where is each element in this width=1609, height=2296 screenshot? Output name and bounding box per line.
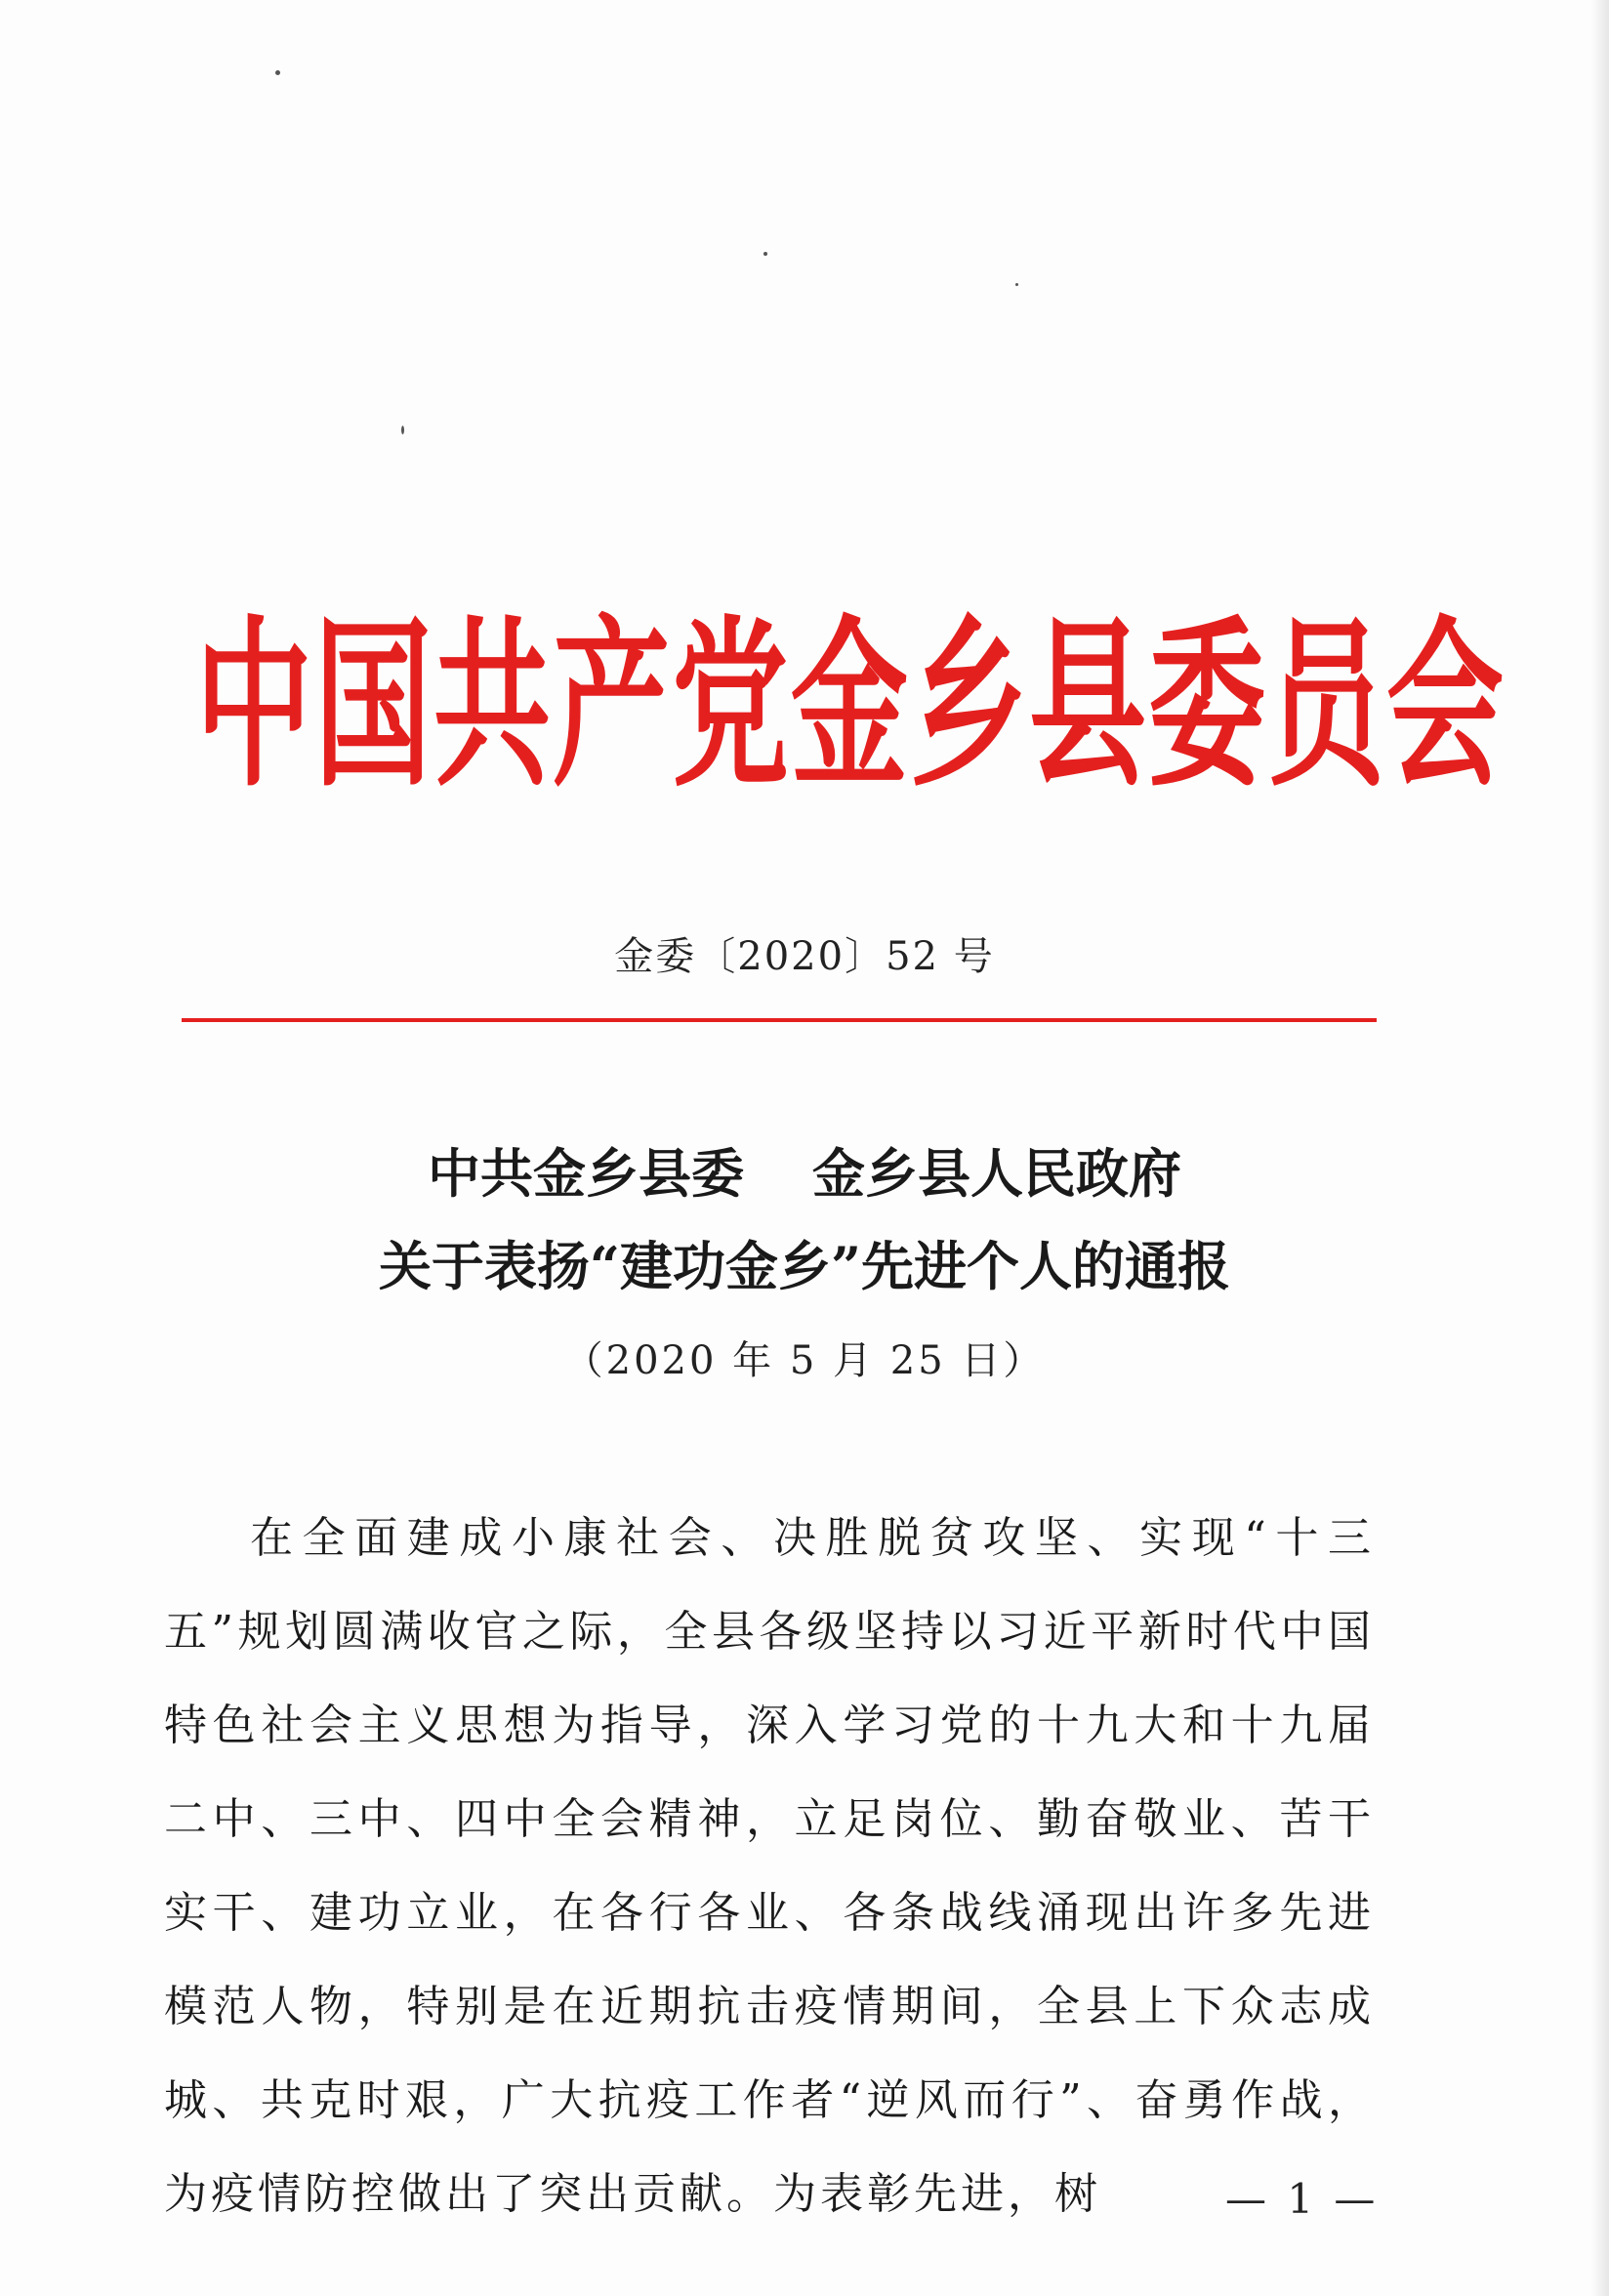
title-issuer-government: 金乡县人民政府 [812, 1142, 1181, 1205]
scan-speck [275, 70, 280, 75]
document-title-line-2: 关于表扬“建功金乡”先进个人的通报 [378, 1235, 1231, 1297]
body-paragraph: 在全面建成小康社会、决胜脱贫攻坚、实现“十三五”规划圆满收官之际，全县各级坚持以习近平新时代中国特色社会主义思想为指导，深入学习党的十九大和十九届二中、三中、四中全会精神，立足岗位、勤奋敬业、苦干实干、建功立业，在各行各业、各条战线涌现出许多先进模范人物，特别是在近期抗击疫情期间，全县上下众志成城、共克时艰，广大抗疫工作者“逆风而行”、奋勇作战，为疫情防控做出了突出贡献。为表彰先进，树 [164, 1513, 1375, 2219]
page-number: — 1 — [1225, 2175, 1380, 2223]
scan-speck [1015, 283, 1018, 286]
title-issuer-committee: 中共金乡县委 [428, 1142, 744, 1205]
document-number: 金委〔2020〕52 号 [614, 934, 995, 979]
scan-speck [763, 252, 767, 256]
red-divider-line [182, 1018, 1377, 1022]
document-title-line-1 [0, 1132, 1609, 1208]
issuing-organization-header: 中国共产党金乡县委员会 [195, 601, 1506, 812]
scan-speck [401, 426, 404, 434]
document-date: （2020 年 5 月 25 日） [563, 1338, 1046, 1383]
